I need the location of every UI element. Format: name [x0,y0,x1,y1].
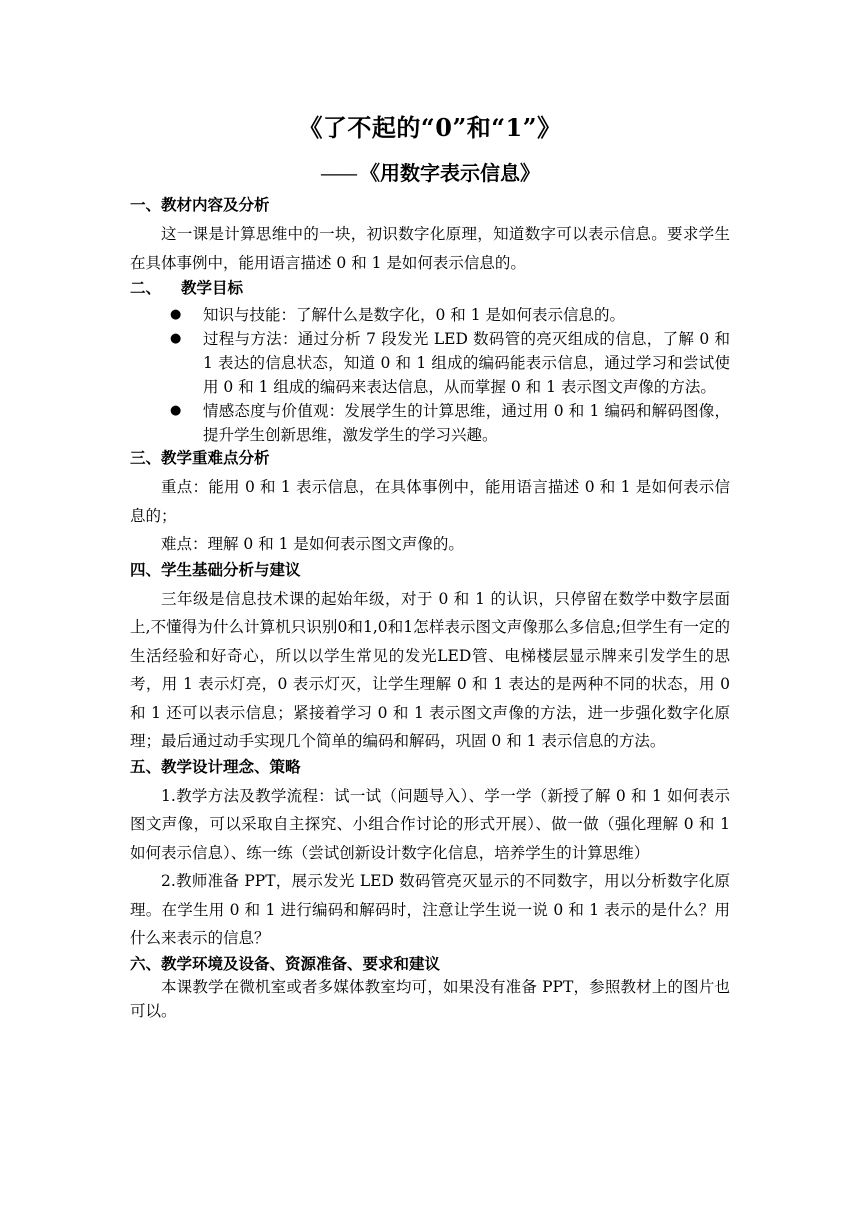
section-paragraph: 本课教学在微机室或者多媒体教室均可，如果没有准备 PPT，参照教材上的图片也可以。 [130,977,730,1020]
section-heading-design: 五、教学设计理念、策略 [130,756,301,776]
section-heading-students: 四、学生基础分析与建议 [130,559,301,579]
section-number: 二、 [130,278,162,297]
section-paragraph: 重点：能用 0 和 1 表示信息，在具体事例中，能用语言描述 0 和 1 是如何表示信息的； [130,478,730,525]
goals-list [130,303,730,447]
section-paragraph: 这一课是计算思维中的一块，初识数字化原理，知道数字可以表示信息。要求学生在具体事例中，能用语言描述 0 和 1 是如何表示信息的。 [130,225,730,272]
goal-item [130,327,730,399]
section-heading-key-points: 三、教学重难点分析 [130,448,270,467]
subtitle-dash: —— [320,161,356,185]
section-heading-environment: 六、教学环境及设备、资源准备、要求和建议 [130,953,441,973]
section-paragraph: 三年级是信息技术课的起始年级，对于 0 和 1 的认识，只停留在数学中数字层面上,不懂得为什么计算机只识别0和1,0和1怎样表示图文声像那么多信息;但学生有一定的生活经验和好奇心，所以以学生常见的发光LED管、电梯楼层显示牌来引发学生的思考，用 1 表示灯亮，0 表示灯灭，让学生理解 0 和 1 表达的是两种不同的状态，用 0 和 1 还可以表示信息；紧接着学习 0 和 1 表示图文声像的方法，进一步强化数字化原理；最后通过动手实现几个简单的编码和解码，巩固 0 和 1 表示信息的方法。 [130,589,730,750]
subtitle-text: 《用数字表示信息》 [360,161,540,185]
section-paragraph: 2.教师准备 PPT，展示发光 LED 数码管亮灭显示的不同数字，用以分析数字化原理。在学生用 0 和 1 进行编码和解码时，注意让学生说一说 0 和 1 表示的是什么？用什么来表示的信息？ [130,872,730,947]
section-title: 教学目标 [181,278,244,297]
goal-item [130,303,730,327]
document-title: 《了不起的“0”和“1”》 [298,113,562,142]
bullet-icon: ● [170,331,182,346]
section-heading-materials: 一、教材内容及分析 [130,195,270,214]
document-body [130,194,730,1023]
section-paragraph: 1.教学方法及教学流程：试一试（问题导入）、学一学（新授了解 0 和 1 如何表示图文声像，可以采取自主探究、小组合作讨论的形式开展）、做一做（强化理解 0 和 1 如何表示信息）、练一练（尝试创新设计数字化信息，培养学生的计算思维） [130,786,730,862]
document-subtitle [0,158,860,188]
goal-item [130,399,730,447]
bullet-icon: ● [170,307,182,322]
goal-text: 情感态度与价值观：发展学生的计算思维，通过用 0 和 1 编码和解码图像，提升学生创新思维，激发学生的学习兴趣。 [203,402,730,444]
bullet-icon: ● [170,403,182,418]
goal-text: 知识与技能：了解什么是数字化，0 和 1 是如何表示信息的。 [203,306,626,324]
goal-text: 过程与方法：通过分析 7 段发光 LED 数码管的亮灭组成的信息，了解 0 和 1 表达的信息状态，知道 0 和 1 组成的编码能表示信息，通过学习和尝试使用 0 和 1 组成的编码来表达信息，从而掌握 0 和 1 表示图文声像的方法。 [203,330,730,396]
section-heading-goals [130,277,730,299]
section-paragraph: 难点：理解 0 和 1 是如何表示图文声像的。 [161,535,464,553]
